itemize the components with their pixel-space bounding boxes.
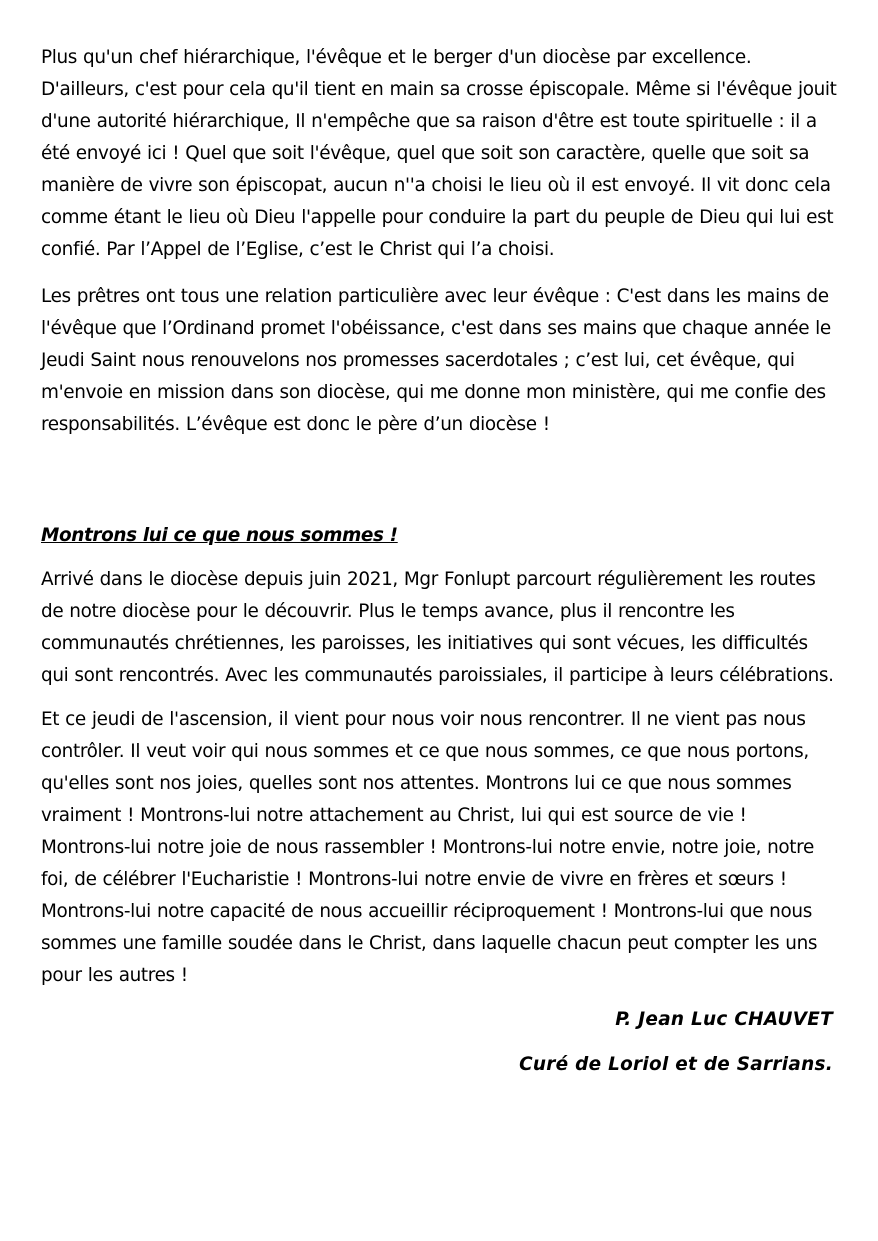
paragraph-bishop-role: Plus qu'un chef hiérarchique, l'évêque et le berger d'un diocèse par excellence. D'ailleurs, c'est pour cela qu'il tient en main sa crosse épiscopale. Même si l'évêque jouit d'une autorité hiérarchique, Il n'empêche que sa raison d'être est toute spirituelle : il a été envoyé ici ! Quel que soit l'évêque, quel que soit son caractère, quelle que soit sa manière de vivre son épiscopat, aucun n''a choisi le lieu où il est envoyé. Il vit donc cela comme étant le lieu où Dieu l'appelle pour conduire la part du peuple de Dieu qui lui est confié. Par l’Appel de l’Eglise, c’est le Christ qui l’a choisi.: [41, 47, 837, 260]
signature-name: P. Jean Luc CHAUVET: [615, 1009, 833, 1030]
document-page: [41, 42, 841, 1081]
signature-role: Curé de Loriol et de Sarrians.: [519, 1054, 833, 1075]
paragraph-priests-relation: Les prêtres ont tous une relation particulière avec leur évêque : C'est dans les mains de l'évêque que l’Ordinand promet l'obéissance, c'est dans ses mains que chaque année le Jeudi Saint nous renouvelons nos promesses sacerdotales ; c’est lui, cet évêque, qui m'envoie en mission dans son diocèse, qui me donne mon ministère, qui me confie des responsabilités. L’évêque est donc le père d’un diocèse !: [41, 286, 831, 435]
paragraph-arrival: Arrivé dans le diocèse depuis juin 2021, Mgr Fonlupt parcourt régulièrement les routes de notre diocèse pour le découvrir. Plus le temps avance, plus il rencontre les communautés chrétiennes, les paroisses, les initiatives qui sont vécues, les difficultés qui sont rencontrés. Avec les communautés paroissiales, il participe à leurs célébrations.: [41, 569, 834, 686]
section-heading: Montrons lui ce que nous sommes !: [41, 525, 398, 546]
paragraph-ascension-visit: Et ce jeudi de l'ascension, il vient pour nous voir nous rencontrer. Il ne vient pas nous contrôler. Il veut voir qui nous sommes et ce que nous sommes, ce que nous portons, qu'elles sont nos joies, quelles sont nos attentes. Montrons lui ce que nous sommes vraiment ! Montrons-lui notre attachement au Christ, lui qui est source de vie ! Montrons-lui notre joie de nous rassembler ! Montrons-lui notre envie, notre joie, notre foi, de célébrer l'Eucharistie ! Montrons-lui notre envie de vivre en frères et sœurs ! Montrons-lui notre capacité de nous accueillir réciproquement ! Montrons-lui que nous sommes une famille soudée dans le Christ, dans laquelle chacun peut compter les uns pour les autres !: [41, 709, 818, 986]
